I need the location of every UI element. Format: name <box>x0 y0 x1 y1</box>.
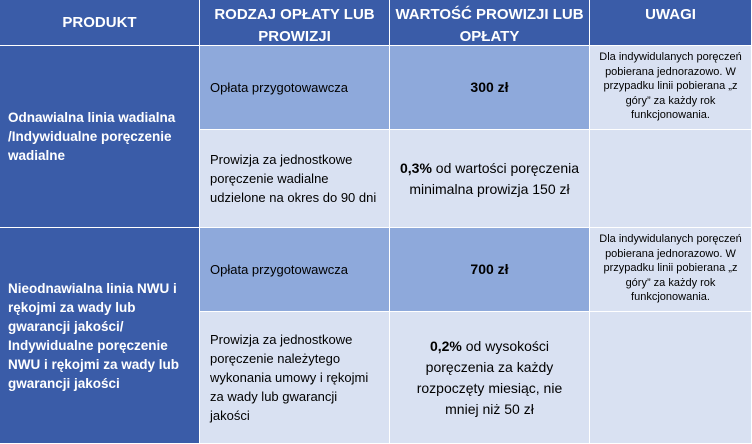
fee-value-rest: od wysokości poręczenia za każdy rozpoczęty miesiąc, nie mniej niż 50 zł <box>416 337 563 417</box>
fee-value-bold: 300 zł <box>470 79 509 95</box>
header-wartosc <box>390 0 590 46</box>
fee-value-cell <box>390 228 590 312</box>
fee-type: Prowizja za jednostkowe poręczenie należytego wykonania umowy i rękojmi za wady lub gwarancji jakości <box>210 332 369 423</box>
fee-value <box>470 77 508 98</box>
header-wartosc-label: WARTOŚĆ PROWIZJI LUB OPŁATY <box>395 6 584 45</box>
fee-type-cell <box>200 130 390 228</box>
fee-value <box>470 259 508 280</box>
product-cell <box>0 228 200 444</box>
fee-value-cell <box>390 130 590 228</box>
fee-value-cell <box>390 46 590 130</box>
fee-type: Opłata przygotowawcza <box>210 262 349 277</box>
fee-value <box>412 336 567 420</box>
fee-value-rest: od wartości poręczenia <box>431 159 579 176</box>
fee-type-cell <box>200 312 390 444</box>
product-cell <box>0 46 200 228</box>
header-uwagi-label: UWAGI <box>645 6 696 23</box>
header-produkt-label: PRODUKT <box>62 13 137 31</box>
fee-note: Dla indywidulanych poręczeń pobierana jednorazowo. W przypadku linii pobierana „z góry” za każdy rok funkcjonowania. <box>599 51 742 121</box>
fee-note-cell-empty <box>590 130 752 228</box>
fee-note-cell-empty <box>590 312 752 444</box>
fee-value-bold: 0,3% <box>400 159 432 176</box>
product-name: Odnawialna linia wadialna /Indywidualne poręczenie wadialne <box>8 110 176 163</box>
fee-note-cell <box>590 46 752 130</box>
fee-type: Prowizja za jednostkowe poręczenie wadialne udzielone na okres do 90 dni <box>210 152 377 205</box>
header-produkt <box>0 0 200 46</box>
fee-value-cell <box>390 312 590 444</box>
fee-type-cell <box>200 228 390 312</box>
header-uwagi <box>590 0 752 46</box>
product-name: Nieodnawialna linia NWU i rękojmi za wady lub gwarancji jakości/ Indywidualne poręczenie NWU i rękojmi za wady lub gwarancji jakości <box>8 280 180 391</box>
header-rodzaj-label: RODZAJ OPŁATY LUB PROWIZJI <box>214 6 375 45</box>
fee-type: Opłata przygotowawcza <box>210 80 349 95</box>
header-rodzaj <box>200 0 390 46</box>
fee-value <box>400 158 579 200</box>
fee-note: Dla indywidulanych poręczeń pobierana jednorazowo. W przypadku linii pobierana „z góry” za każdy rok funkcjonowania. <box>599 233 742 303</box>
fee-value-bold: 700 zł <box>470 261 509 277</box>
fee-value-extra: minimalna prowizja 150 zł <box>409 180 570 197</box>
fee-value-main <box>400 160 579 176</box>
fee-value-bold: 0,2% <box>429 337 462 354</box>
fee-type-cell <box>200 46 390 130</box>
fee-note-cell <box>590 228 752 312</box>
